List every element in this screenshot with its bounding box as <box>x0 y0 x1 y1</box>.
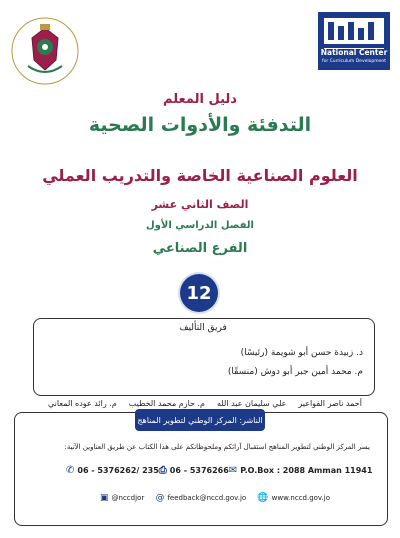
ministry-emblem <box>10 16 80 86</box>
national-center-logo <box>318 12 390 70</box>
author-lead: د. زبيدة حسن أبو شويمة (رئيسًا) <box>240 348 363 358</box>
fax-contact[interactable] <box>159 465 229 476</box>
guide-title: دليل المعلم <box>163 92 237 107</box>
author-members <box>48 399 362 408</box>
website-link[interactable] <box>257 493 330 503</box>
authors-heading: فريق التأليف <box>179 323 227 333</box>
subject-title: العلوم الصناعية الخاصة والتدريب العملي <box>42 166 358 185</box>
grade-label: الصف الثاني عشر <box>151 198 249 211</box>
website-url: www.nccd.gov.jo <box>271 494 330 502</box>
pobox-contact <box>229 465 373 476</box>
facebook-handle: @nccdjor <box>111 494 145 502</box>
contact-row-primary <box>66 465 373 476</box>
branch-label: الفرع الصناعي <box>152 241 248 256</box>
fax-number: 06 - 5376266 <box>169 466 229 475</box>
phone-contact[interactable] <box>66 465 159 476</box>
grade-badge: 12 <box>180 274 218 312</box>
contact-intro: يسر المركز الوطني لتطوير المناهج استقبال آرائكم وملحوظاتكم على هذا الكتاب عن طريق العناوين الآتية: <box>64 443 370 451</box>
logo-name-line1: National Center <box>320 48 388 57</box>
email-link[interactable] <box>155 493 246 503</box>
author-coordinator: م. محمد أمين جبر أبو دوش (منسقًا) <box>227 367 363 377</box>
phone-icon: ✆ <box>66 465 75 476</box>
phone-number: 06 - 5376262/ 235 <box>77 466 159 475</box>
email-icon: @ <box>155 493 165 503</box>
contact-row-online <box>100 493 330 503</box>
fax-icon: ⎙ <box>158 465 167 476</box>
envelope-icon: ✉ <box>228 465 238 476</box>
author-member: أحمد ناصر الفواعير <box>298 399 362 408</box>
pobox-text: P.O.Box : 2088 Amman 11941 <box>240 466 373 475</box>
author-member: م. حازم محمد الخطيب <box>128 399 206 408</box>
main-title: التدفئة والأدوات الصحية <box>88 114 312 136</box>
author-member: علي سليمان عبد الله <box>216 399 287 408</box>
facebook-icon: ▣ <box>100 493 109 503</box>
globe-icon: 🌐 <box>257 493 269 503</box>
publisher-label: الناشر: المركز الوطني لتطوير المناهج <box>135 409 265 431</box>
facebook-link[interactable] <box>100 493 144 503</box>
email-address: feedback@nccd.gov.jo <box>167 494 247 502</box>
author-member: م. رائد عوده المعاني <box>48 399 117 408</box>
logo-name-line2: for Curriculum Development <box>321 59 387 64</box>
semester-label: الفصل الدراسي الأول <box>146 220 254 231</box>
crest-icon <box>10 16 80 86</box>
